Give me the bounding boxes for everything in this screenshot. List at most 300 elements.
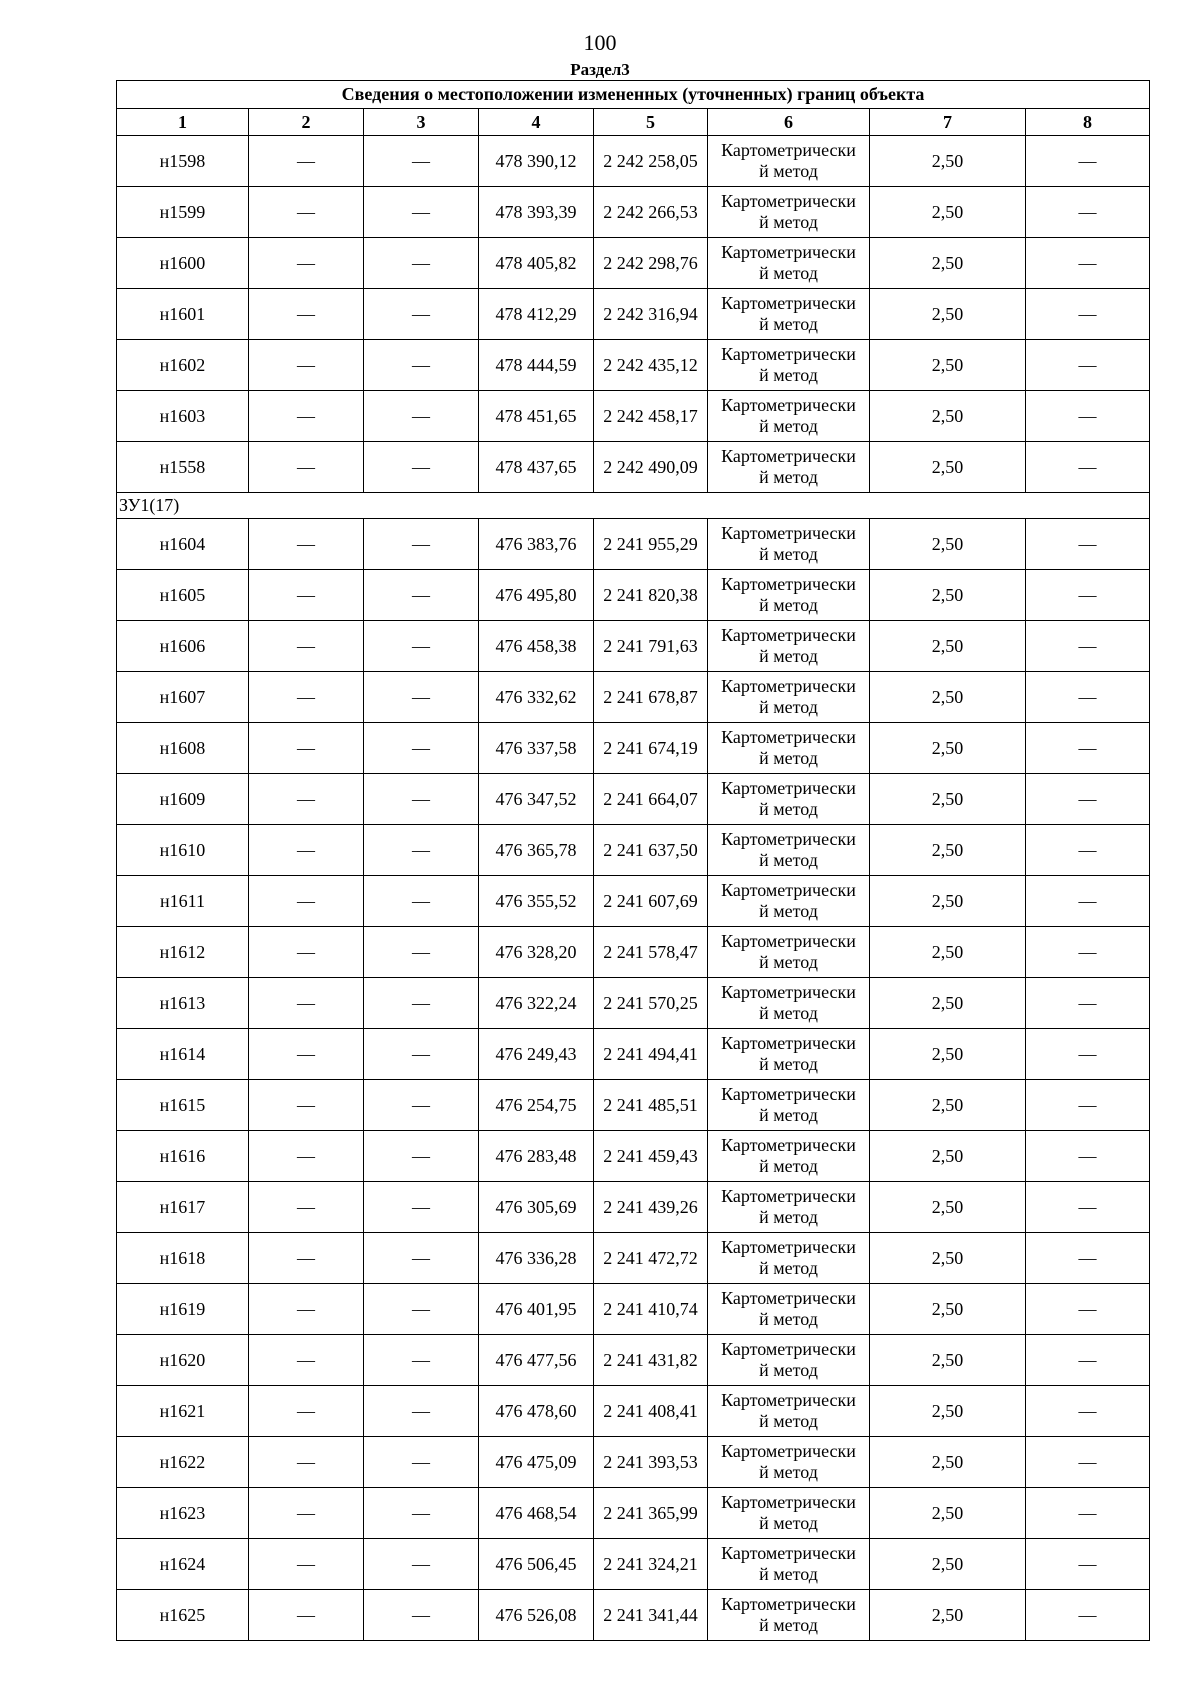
method-cell bbox=[708, 1131, 870, 1182]
accuracy-cell: 2,50 bbox=[870, 1284, 1026, 1335]
accuracy-cell: 2,50 bbox=[870, 876, 1026, 927]
point-number-cell: н1625 bbox=[117, 1590, 249, 1641]
y-coordinate-cell: 2 242 316,94 bbox=[594, 289, 708, 340]
accuracy-cell: 2,50 bbox=[870, 825, 1026, 876]
x-coordinate-cell: 476 477,56 bbox=[479, 1335, 594, 1386]
method-line-1: Картометрически bbox=[721, 982, 856, 1002]
point-number-cell: н1605 bbox=[117, 570, 249, 621]
table-row bbox=[117, 978, 1150, 1029]
empty-dash-cell: — bbox=[364, 1284, 479, 1335]
table-row bbox=[117, 1488, 1150, 1539]
method-line-2: й метод bbox=[759, 1258, 818, 1278]
method-line-2: й метод bbox=[759, 1309, 818, 1329]
empty-dash-cell: — bbox=[249, 774, 364, 825]
x-coordinate-cell: 476 347,52 bbox=[479, 774, 594, 825]
accuracy-cell: 2,50 bbox=[870, 1080, 1026, 1131]
empty-dash-cell: — bbox=[249, 978, 364, 1029]
x-coordinate-cell: 476 401,95 bbox=[479, 1284, 594, 1335]
method-cell bbox=[708, 825, 870, 876]
accuracy-cell: 2,50 bbox=[870, 1437, 1026, 1488]
method-line-2: й метод bbox=[759, 263, 818, 283]
y-coordinate-cell: 2 242 266,53 bbox=[594, 187, 708, 238]
empty-dash-cell: — bbox=[1026, 570, 1150, 621]
y-coordinate-cell: 2 241 410,74 bbox=[594, 1284, 708, 1335]
point-number-cell: н1613 bbox=[117, 978, 249, 1029]
y-coordinate-cell: 2 241 791,63 bbox=[594, 621, 708, 672]
empty-dash-cell: — bbox=[1026, 442, 1150, 493]
empty-dash-cell: — bbox=[364, 340, 479, 391]
method-line-1: Картометрически bbox=[721, 1186, 856, 1206]
method-line-1: Картометрически bbox=[721, 1084, 856, 1104]
table-row bbox=[117, 1080, 1150, 1131]
method-line-2: й метод bbox=[759, 365, 818, 385]
accuracy-cell: 2,50 bbox=[870, 1539, 1026, 1590]
table-row bbox=[117, 1386, 1150, 1437]
method-line-2: й метод bbox=[759, 1360, 818, 1380]
empty-dash-cell: — bbox=[364, 1080, 479, 1131]
method-line-2: й метод bbox=[759, 1156, 818, 1176]
empty-dash-cell: — bbox=[249, 1131, 364, 1182]
table-row bbox=[117, 238, 1150, 289]
method-line-1: Картометрически bbox=[721, 1033, 856, 1053]
method-line-2: й метод bbox=[759, 1411, 818, 1431]
table-title-row bbox=[117, 81, 1150, 109]
empty-dash-cell: — bbox=[1026, 1182, 1150, 1233]
x-coordinate-cell: 478 390,12 bbox=[479, 136, 594, 187]
empty-dash-cell: — bbox=[1026, 1029, 1150, 1080]
method-line-1: Картометрически bbox=[721, 523, 856, 543]
empty-dash-cell: — bbox=[249, 1590, 364, 1641]
accuracy-cell: 2,50 bbox=[870, 391, 1026, 442]
empty-dash-cell: — bbox=[364, 289, 479, 340]
table-row bbox=[117, 570, 1150, 621]
point-number-cell: н1609 bbox=[117, 774, 249, 825]
empty-dash-cell: — bbox=[1026, 1131, 1150, 1182]
table-row bbox=[117, 289, 1150, 340]
method-cell bbox=[708, 1386, 870, 1437]
y-coordinate-cell: 2 241 637,50 bbox=[594, 825, 708, 876]
x-coordinate-cell: 478 437,65 bbox=[479, 442, 594, 493]
table-title: Сведения о местоположении измененных (уточненных) границ объекта bbox=[117, 81, 1150, 109]
empty-dash-cell: — bbox=[1026, 340, 1150, 391]
method-line-1: Картометрически bbox=[721, 1288, 856, 1308]
empty-dash-cell: — bbox=[1026, 289, 1150, 340]
empty-dash-cell: — bbox=[249, 1182, 364, 1233]
method-line-2: й метод bbox=[759, 161, 818, 181]
table-row bbox=[117, 187, 1150, 238]
accuracy-cell: 2,50 bbox=[870, 1488, 1026, 1539]
empty-dash-cell: — bbox=[1026, 136, 1150, 187]
x-coordinate-cell: 476 495,80 bbox=[479, 570, 594, 621]
empty-dash-cell: — bbox=[364, 570, 479, 621]
point-number-cell: н1619 bbox=[117, 1284, 249, 1335]
method-line-1: Картометрически bbox=[721, 395, 856, 415]
method-cell bbox=[708, 136, 870, 187]
point-number-cell: н1604 bbox=[117, 519, 249, 570]
accuracy-cell: 2,50 bbox=[870, 187, 1026, 238]
empty-dash-cell: — bbox=[364, 442, 479, 493]
accuracy-cell: 2,50 bbox=[870, 978, 1026, 1029]
empty-dash-cell: — bbox=[364, 238, 479, 289]
method-line-2: й метод bbox=[759, 1615, 818, 1635]
empty-dash-cell: — bbox=[249, 1386, 364, 1437]
empty-dash-cell: — bbox=[1026, 621, 1150, 672]
method-cell bbox=[708, 1233, 870, 1284]
point-number-cell: н1610 bbox=[117, 825, 249, 876]
y-coordinate-cell: 2 241 578,47 bbox=[594, 927, 708, 978]
y-coordinate-cell: 2 241 439,26 bbox=[594, 1182, 708, 1233]
x-coordinate-cell: 476 328,20 bbox=[479, 927, 594, 978]
y-coordinate-cell: 2 242 298,76 bbox=[594, 238, 708, 289]
method-line-2: й метод bbox=[759, 901, 818, 921]
table-body bbox=[117, 136, 1150, 1641]
accuracy-cell: 2,50 bbox=[870, 519, 1026, 570]
empty-dash-cell: — bbox=[249, 1080, 364, 1131]
empty-dash-cell: — bbox=[249, 876, 364, 927]
empty-dash-cell: — bbox=[249, 340, 364, 391]
empty-dash-cell: — bbox=[249, 672, 364, 723]
point-number-cell: н1603 bbox=[117, 391, 249, 442]
method-line-2: й метод bbox=[759, 850, 818, 870]
x-coordinate-cell: 476 468,54 bbox=[479, 1488, 594, 1539]
y-coordinate-cell: 2 241 607,69 bbox=[594, 876, 708, 927]
empty-dash-cell: — bbox=[364, 136, 479, 187]
x-coordinate-cell: 476 332,62 bbox=[479, 672, 594, 723]
table-row bbox=[117, 1131, 1150, 1182]
accuracy-cell: 2,50 bbox=[870, 723, 1026, 774]
y-coordinate-cell: 2 241 431,82 bbox=[594, 1335, 708, 1386]
empty-dash-cell: — bbox=[249, 723, 364, 774]
empty-dash-cell: — bbox=[249, 1029, 364, 1080]
method-line-2: й метод bbox=[759, 1003, 818, 1023]
point-number-cell: н1617 bbox=[117, 1182, 249, 1233]
method-cell bbox=[708, 774, 870, 825]
empty-dash-cell: — bbox=[1026, 774, 1150, 825]
empty-dash-cell: — bbox=[364, 1182, 479, 1233]
table-row bbox=[117, 621, 1150, 672]
method-line-1: Картометрически bbox=[721, 1135, 856, 1155]
method-line-2: й метод bbox=[759, 314, 818, 334]
boundary-coordinates-table bbox=[116, 80, 1150, 1641]
method-line-2: й метод bbox=[759, 799, 818, 819]
group-header-row bbox=[117, 493, 1150, 519]
empty-dash-cell: — bbox=[1026, 1539, 1150, 1590]
empty-dash-cell: — bbox=[1026, 1080, 1150, 1131]
group-label: ЗУ1(17) bbox=[117, 493, 1150, 519]
method-cell bbox=[708, 391, 870, 442]
method-cell bbox=[708, 1590, 870, 1641]
table-row bbox=[117, 1539, 1150, 1590]
empty-dash-cell: — bbox=[249, 289, 364, 340]
accuracy-cell: 2,50 bbox=[870, 289, 1026, 340]
method-line-1: Картометрически bbox=[721, 931, 856, 951]
method-line-1: Картометрически bbox=[721, 140, 856, 160]
column-number: 2 bbox=[249, 109, 364, 136]
y-coordinate-cell: 2 241 408,41 bbox=[594, 1386, 708, 1437]
accuracy-cell: 2,50 bbox=[870, 1131, 1026, 1182]
method-line-2: й метод bbox=[759, 1207, 818, 1227]
empty-dash-cell: — bbox=[249, 519, 364, 570]
method-line-2: й метод bbox=[759, 1054, 818, 1074]
table-row bbox=[117, 1029, 1150, 1080]
empty-dash-cell: — bbox=[249, 1488, 364, 1539]
empty-dash-cell: — bbox=[249, 442, 364, 493]
y-coordinate-cell: 2 241 393,53 bbox=[594, 1437, 708, 1488]
method-line-2: й метод bbox=[759, 646, 818, 666]
method-line-1: Картометрически bbox=[721, 1441, 856, 1461]
accuracy-cell: 2,50 bbox=[870, 1233, 1026, 1284]
empty-dash-cell: — bbox=[364, 774, 479, 825]
table-row bbox=[117, 825, 1150, 876]
empty-dash-cell: — bbox=[364, 672, 479, 723]
y-coordinate-cell: 2 241 570,25 bbox=[594, 978, 708, 1029]
method-line-1: Картометрически bbox=[721, 1543, 856, 1563]
y-coordinate-cell: 2 241 365,99 bbox=[594, 1488, 708, 1539]
empty-dash-cell: — bbox=[249, 570, 364, 621]
y-coordinate-cell: 2 241 955,29 bbox=[594, 519, 708, 570]
empty-dash-cell: — bbox=[1026, 1386, 1150, 1437]
point-number-cell: н1558 bbox=[117, 442, 249, 493]
empty-dash-cell: — bbox=[249, 825, 364, 876]
empty-dash-cell: — bbox=[1026, 672, 1150, 723]
y-coordinate-cell: 2 241 820,38 bbox=[594, 570, 708, 621]
empty-dash-cell: — bbox=[249, 1335, 364, 1386]
table-row bbox=[117, 1335, 1150, 1386]
empty-dash-cell: — bbox=[249, 238, 364, 289]
method-line-2: й метод bbox=[759, 416, 818, 436]
section-label: Раздел3 bbox=[570, 60, 630, 79]
empty-dash-cell: — bbox=[364, 1437, 479, 1488]
y-coordinate-cell: 2 241 494,41 bbox=[594, 1029, 708, 1080]
method-line-1: Картометрически bbox=[721, 1339, 856, 1359]
method-line-2: й метод bbox=[759, 1513, 818, 1533]
empty-dash-cell: — bbox=[1026, 238, 1150, 289]
empty-dash-cell: — bbox=[1026, 187, 1150, 238]
empty-dash-cell: — bbox=[249, 136, 364, 187]
empty-dash-cell: — bbox=[364, 1590, 479, 1641]
point-number-cell: н1621 bbox=[117, 1386, 249, 1437]
x-coordinate-cell: 476 365,78 bbox=[479, 825, 594, 876]
table-row bbox=[117, 723, 1150, 774]
method-line-2: й метод bbox=[759, 212, 818, 232]
empty-dash-cell: — bbox=[1026, 927, 1150, 978]
page-number: 100 bbox=[583, 30, 617, 55]
x-coordinate-cell: 478 412,29 bbox=[479, 289, 594, 340]
table-row bbox=[117, 876, 1150, 927]
x-coordinate-cell: 476 478,60 bbox=[479, 1386, 594, 1437]
method-line-1: Картометрически bbox=[721, 1390, 856, 1410]
empty-dash-cell: — bbox=[1026, 825, 1150, 876]
method-line-2: й метод bbox=[759, 1462, 818, 1482]
empty-dash-cell: — bbox=[249, 391, 364, 442]
y-coordinate-cell: 2 242 458,17 bbox=[594, 391, 708, 442]
method-cell bbox=[708, 876, 870, 927]
empty-dash-cell: — bbox=[1026, 391, 1150, 442]
empty-dash-cell: — bbox=[364, 978, 479, 1029]
method-cell bbox=[708, 723, 870, 774]
empty-dash-cell: — bbox=[249, 187, 364, 238]
method-cell bbox=[708, 1182, 870, 1233]
point-number-cell: н1599 bbox=[117, 187, 249, 238]
method-cell bbox=[708, 927, 870, 978]
column-number: 6 bbox=[708, 109, 870, 136]
point-number-cell: н1618 bbox=[117, 1233, 249, 1284]
method-line-2: й метод bbox=[759, 595, 818, 615]
method-line-2: й метод bbox=[759, 1105, 818, 1125]
method-line-1: Картометрически bbox=[721, 778, 856, 798]
method-line-1: Картометрически bbox=[721, 344, 856, 364]
method-line-2: й метод bbox=[759, 1564, 818, 1584]
accuracy-cell: 2,50 bbox=[870, 774, 1026, 825]
method-cell bbox=[708, 1488, 870, 1539]
empty-dash-cell: — bbox=[249, 621, 364, 672]
method-line-1: Картометрически bbox=[721, 880, 856, 900]
point-number-cell: н1614 bbox=[117, 1029, 249, 1080]
accuracy-cell: 2,50 bbox=[870, 1182, 1026, 1233]
accuracy-cell: 2,50 bbox=[870, 136, 1026, 187]
empty-dash-cell: — bbox=[364, 1386, 479, 1437]
point-number-cell: н1601 bbox=[117, 289, 249, 340]
column-number: 1 bbox=[117, 109, 249, 136]
method-cell bbox=[708, 519, 870, 570]
point-number-cell: н1602 bbox=[117, 340, 249, 391]
empty-dash-cell: — bbox=[1026, 723, 1150, 774]
empty-dash-cell: — bbox=[364, 723, 479, 774]
accuracy-cell: 2,50 bbox=[870, 570, 1026, 621]
x-coordinate-cell: 478 405,82 bbox=[479, 238, 594, 289]
method-cell bbox=[708, 187, 870, 238]
table-row bbox=[117, 1590, 1150, 1641]
method-cell bbox=[708, 978, 870, 1029]
empty-dash-cell: — bbox=[249, 927, 364, 978]
method-cell bbox=[708, 442, 870, 493]
method-cell bbox=[708, 1080, 870, 1131]
column-number: 3 bbox=[364, 109, 479, 136]
y-coordinate-cell: 2 242 258,05 bbox=[594, 136, 708, 187]
point-number-cell: н1611 bbox=[117, 876, 249, 927]
accuracy-cell: 2,50 bbox=[870, 340, 1026, 391]
y-coordinate-cell: 2 241 678,87 bbox=[594, 672, 708, 723]
empty-dash-cell: — bbox=[364, 391, 479, 442]
point-number-cell: н1608 bbox=[117, 723, 249, 774]
method-line-1: Картометрически bbox=[721, 446, 856, 466]
accuracy-cell: 2,50 bbox=[870, 442, 1026, 493]
empty-dash-cell: — bbox=[1026, 876, 1150, 927]
method-line-1: Картометрически bbox=[721, 829, 856, 849]
method-cell bbox=[708, 1539, 870, 1590]
method-line-1: Картометрически bbox=[721, 1237, 856, 1257]
table-row bbox=[117, 1233, 1150, 1284]
x-coordinate-cell: 476 305,69 bbox=[479, 1182, 594, 1233]
point-number-cell: н1598 bbox=[117, 136, 249, 187]
empty-dash-cell: — bbox=[364, 927, 479, 978]
y-coordinate-cell: 2 241 341,44 bbox=[594, 1590, 708, 1641]
point-number-cell: н1607 bbox=[117, 672, 249, 723]
point-number-cell: н1606 bbox=[117, 621, 249, 672]
method-cell bbox=[708, 340, 870, 391]
point-number-cell: н1600 bbox=[117, 238, 249, 289]
method-cell bbox=[708, 1284, 870, 1335]
method-line-1: Картометрически bbox=[721, 1594, 856, 1614]
accuracy-cell: 2,50 bbox=[870, 1590, 1026, 1641]
empty-dash-cell: — bbox=[364, 876, 479, 927]
point-number-cell: н1612 bbox=[117, 927, 249, 978]
point-number-cell: н1624 bbox=[117, 1539, 249, 1590]
empty-dash-cell: — bbox=[1026, 1233, 1150, 1284]
method-line-1: Картометрически bbox=[721, 242, 856, 262]
empty-dash-cell: — bbox=[364, 1335, 479, 1386]
empty-dash-cell: — bbox=[1026, 1437, 1150, 1488]
point-number-cell: н1623 bbox=[117, 1488, 249, 1539]
method-line-1: Картометрически bbox=[721, 625, 856, 645]
accuracy-cell: 2,50 bbox=[870, 1386, 1026, 1437]
table-row bbox=[117, 927, 1150, 978]
x-coordinate-cell: 476 283,48 bbox=[479, 1131, 594, 1182]
empty-dash-cell: — bbox=[1026, 1488, 1150, 1539]
empty-dash-cell: — bbox=[1026, 519, 1150, 570]
point-number-cell: н1616 bbox=[117, 1131, 249, 1182]
column-number: 7 bbox=[870, 109, 1026, 136]
method-line-2: й метод bbox=[759, 697, 818, 717]
empty-dash-cell: — bbox=[249, 1437, 364, 1488]
empty-dash-cell: — bbox=[364, 1131, 479, 1182]
method-cell bbox=[708, 238, 870, 289]
accuracy-cell: 2,50 bbox=[870, 238, 1026, 289]
accuracy-cell: 2,50 bbox=[870, 1029, 1026, 1080]
accuracy-cell: 2,50 bbox=[870, 1335, 1026, 1386]
empty-dash-cell: — bbox=[249, 1233, 364, 1284]
method-cell bbox=[708, 570, 870, 621]
method-line-2: й метод bbox=[759, 952, 818, 972]
table-row bbox=[117, 1182, 1150, 1233]
point-number-cell: н1615 bbox=[117, 1080, 249, 1131]
empty-dash-cell: — bbox=[249, 1539, 364, 1590]
method-cell bbox=[708, 289, 870, 340]
method-cell bbox=[708, 1029, 870, 1080]
x-coordinate-cell: 476 506,45 bbox=[479, 1539, 594, 1590]
x-coordinate-cell: 476 249,43 bbox=[479, 1029, 594, 1080]
x-coordinate-cell: 476 458,38 bbox=[479, 621, 594, 672]
x-coordinate-cell: 476 322,24 bbox=[479, 978, 594, 1029]
empty-dash-cell: — bbox=[1026, 1335, 1150, 1386]
y-coordinate-cell: 2 241 459,43 bbox=[594, 1131, 708, 1182]
method-line-1: Картометрически bbox=[721, 574, 856, 594]
method-line-2: й метод bbox=[759, 748, 818, 768]
y-coordinate-cell: 2 241 674,19 bbox=[594, 723, 708, 774]
x-coordinate-cell: 476 475,09 bbox=[479, 1437, 594, 1488]
x-coordinate-cell: 476 526,08 bbox=[479, 1590, 594, 1641]
empty-dash-cell: — bbox=[1026, 1590, 1150, 1641]
table-row bbox=[117, 672, 1150, 723]
method-line-1: Картометрически bbox=[721, 1492, 856, 1512]
table-row bbox=[117, 442, 1150, 493]
empty-dash-cell: — bbox=[364, 1233, 479, 1284]
table-row bbox=[117, 1437, 1150, 1488]
point-number-cell: н1620 bbox=[117, 1335, 249, 1386]
table-row bbox=[117, 1284, 1150, 1335]
y-coordinate-cell: 2 241 324,21 bbox=[594, 1539, 708, 1590]
y-coordinate-cell: 2 241 485,51 bbox=[594, 1080, 708, 1131]
x-coordinate-cell: 478 393,39 bbox=[479, 187, 594, 238]
method-line-2: й метод bbox=[759, 467, 818, 487]
y-coordinate-cell: 2 241 664,07 bbox=[594, 774, 708, 825]
empty-dash-cell: — bbox=[1026, 1284, 1150, 1335]
column-number-row bbox=[117, 109, 1150, 136]
x-coordinate-cell: 476 355,52 bbox=[479, 876, 594, 927]
method-line-2: й метод bbox=[759, 544, 818, 564]
empty-dash-cell: — bbox=[364, 825, 479, 876]
table-row bbox=[117, 519, 1150, 570]
